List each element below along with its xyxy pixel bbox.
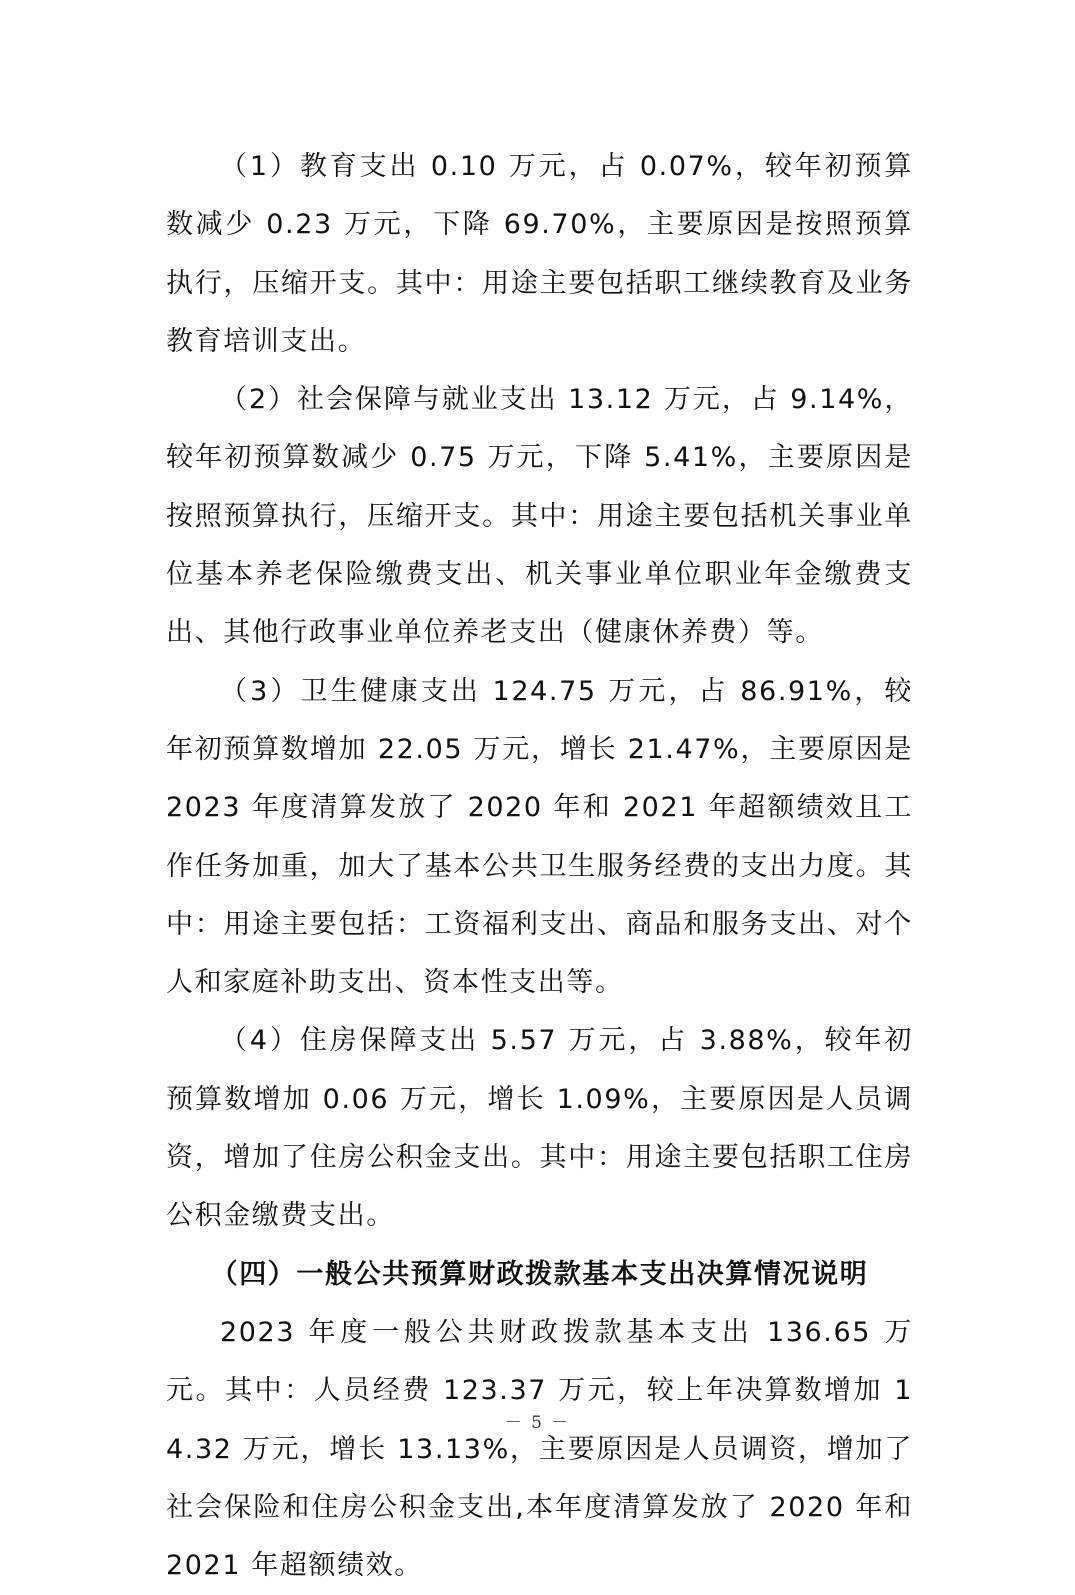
paragraph-education-expense: （1）教育支出 0.10 万元，占 0.07%，较年初预算数减少 0.23 万元，下降 69.70%，主要原因是按照预算执行，压缩开支。其中：用途主要包括职工继续教育及业务教育培训支出。	[166, 151, 913, 357]
section-heading: （四）一般公共预算财政拨款基本支出决算情况说明	[210, 1258, 869, 1290]
paragraph-social-security-expense: （2）社会保障与就业支出 13.12 万元，占 9.14%，较年初预算数减少 0.75 万元，下降 5.41%，主要原因是按照预算执行，压缩开支。其中：用途主要包括机关事业单位基本养老保险缴费支出、机关事业单位职业年金缴费支出、其他行政事业单位养老支出（健康休养费）等。	[166, 384, 913, 649]
paragraph-health-expense: （3）卫生健康支出 124.75 万元，占 86.91%，较年初预算数增加 22.05 万元，增长 21.47%，主要原因是 2023 年度清算发放了 2020 年和 2021 年超额绩效且工作任务加重，加大了基本公共卫生服务经费的支出力度。其中：用途主要包括：工资福利支出、商品和服务支出、对个人和家庭补助支出、资本性支出等。	[166, 675, 913, 999]
page-number: － 5 －	[504, 1413, 571, 1433]
paragraph-basic-expenditure: 2023 年度一般公共财政拨款基本支出 136.65 万元。其中：人员经费 123.37 万元，较上年决算数增加 14.32 万元，增长 13.13%，主要原因是人员调资，增加了社会保险和住房公积金支出,本年度清算发放了 2020 年和 2021 年超额绩效。	[166, 1316, 913, 1582]
document-body	[166, 138, 913, 1595]
paragraph-housing-expense: （4）住房保障支出 5.57 万元，占 3.88%，较年初预算数增加 0.06 万元，增长 1.09%，主要原因是人员调资，增加了住房公积金支出。其中：用途主要包括职工住房公积金缴费支出。	[166, 1025, 913, 1232]
